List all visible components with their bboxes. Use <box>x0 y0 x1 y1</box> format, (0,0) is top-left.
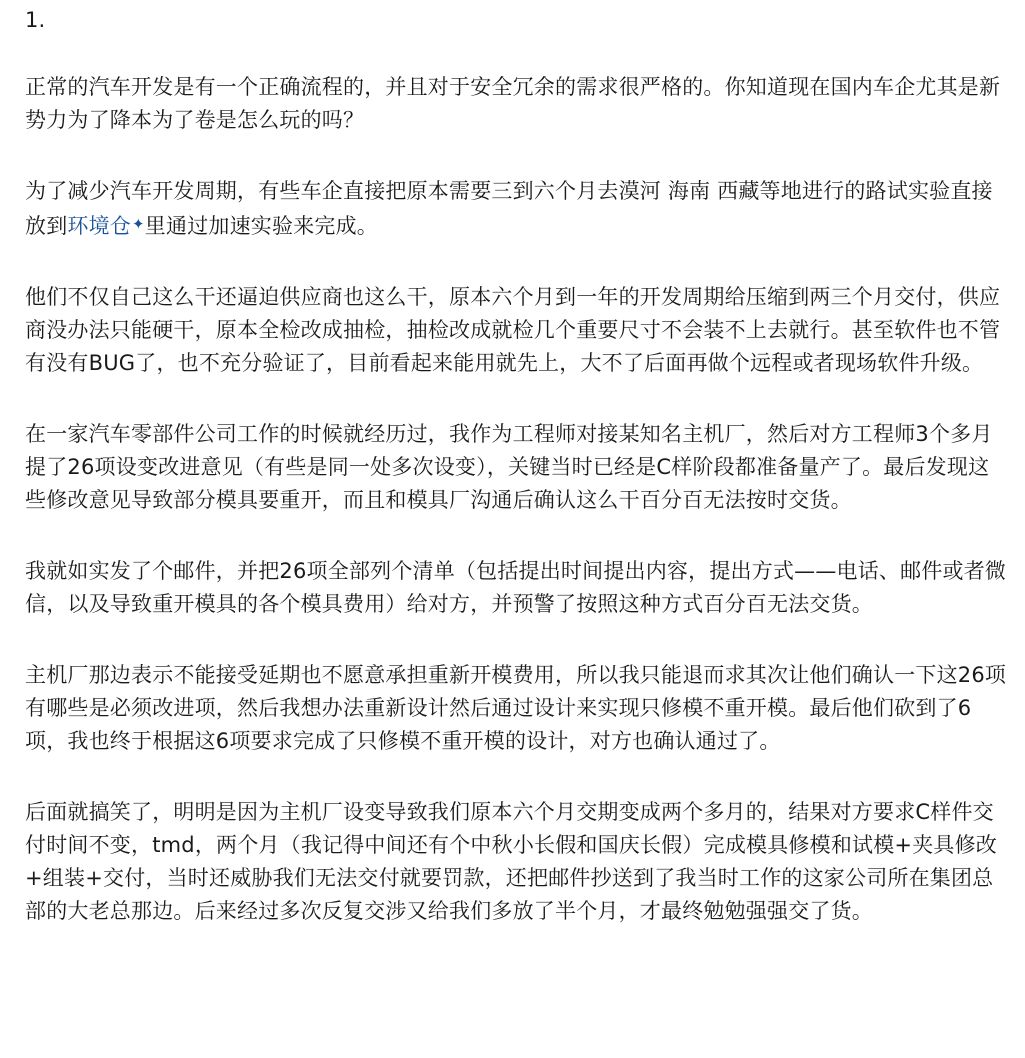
paragraph-number: 1. <box>25 8 46 32</box>
article-body <box>25 4 1010 966</box>
link-text[interactable]: 环境仓 <box>67 214 132 238</box>
sparkle-icon: ✦ <box>132 215 145 233</box>
paragraph-text-after-link: 里通过加速实验来完成。 <box>144 214 378 238</box>
paragraph-intro: 正常的汽车开发是有一个正确流程的，并且对于安全冗余的需求很严格的。你知道现在国内车企尤其是新势力为了降本为了卷是怎么玩的吗？ <box>25 75 1001 132</box>
paragraph-conclusion: 后面就搞笑了，明明是因为主机厂设变导致我们原本六个月交期变成两个多月的，结果对方要求C样件交付时间不变，tmd，两个月（我记得中间还有个中秋小长假和国庆长假）完成模具修模和试模+夹具修改+组装+交付，当时还威胁我们无法交付就要罚款，还把邮件抄送到了我当时工作的这家公司所在集团总部的大老总那边。后来经过多次反复交涉又给我们多放了半个月，才最终勉勉强强交了货。 <box>25 800 998 923</box>
paragraph-text-before-link: 为了减少汽车开发周期，有些车企直接把原本需要三到六个月去漠河 海南 西藏等地进行的路试实验直接放到 <box>25 179 993 238</box>
paragraph-email: 我就如实发了个邮件，并把26项全部列个清单（包括提出时间提出内容，提出方式——电话、邮件或者微信，以及导致重开模具的各个模具费用）给对方，并预警了按照这种方式百分百无法交货。 <box>25 559 1007 616</box>
paragraph-suppliers: 他们不仅自己这么干还逼迫供应商也这么干，原本六个月到一年的开发周期给压缩到两三个月交付，供应商没办法只能硬干，原本全检改成抽检，抽检改成就检几个重要尺寸不会装不上去就行。甚至软件也不管有没有BUG了，也不充分验证了，目前看起来能用就先上，大不了后面再做个远程或者现场软件升级。 <box>25 285 1001 375</box>
paragraph-road-test <box>25 175 1010 243</box>
paragraph-negotiation: 主机厂那边表示不能接受延期也不愿意承担重新开模费用，所以我只能退而求其次让他们确认一下这26项有哪些是必须改进项，然后我想办法重新设计然后通过设计来实现只修模不重开模。最后他们砍到了6项，我也终于根据这6项要求完成了只修模不重开模的设计，对方也确认通过了。 <box>25 663 1007 753</box>
paragraph-experience: 在一家汽车零部件公司工作的时候就经历过，我作为工程师对接某知名主机厂，然后对方工程师3个多月提了26项设变改进意见（有些是同一处多次设变），关键当时已经是C样阶段都准备量产了。最后发现这些修改意见导致部分模具要重开，而且和模具厂沟通后确认这么干百分百无法按时交货。 <box>25 422 993 512</box>
environment-chamber-link[interactable] <box>67 214 144 238</box>
